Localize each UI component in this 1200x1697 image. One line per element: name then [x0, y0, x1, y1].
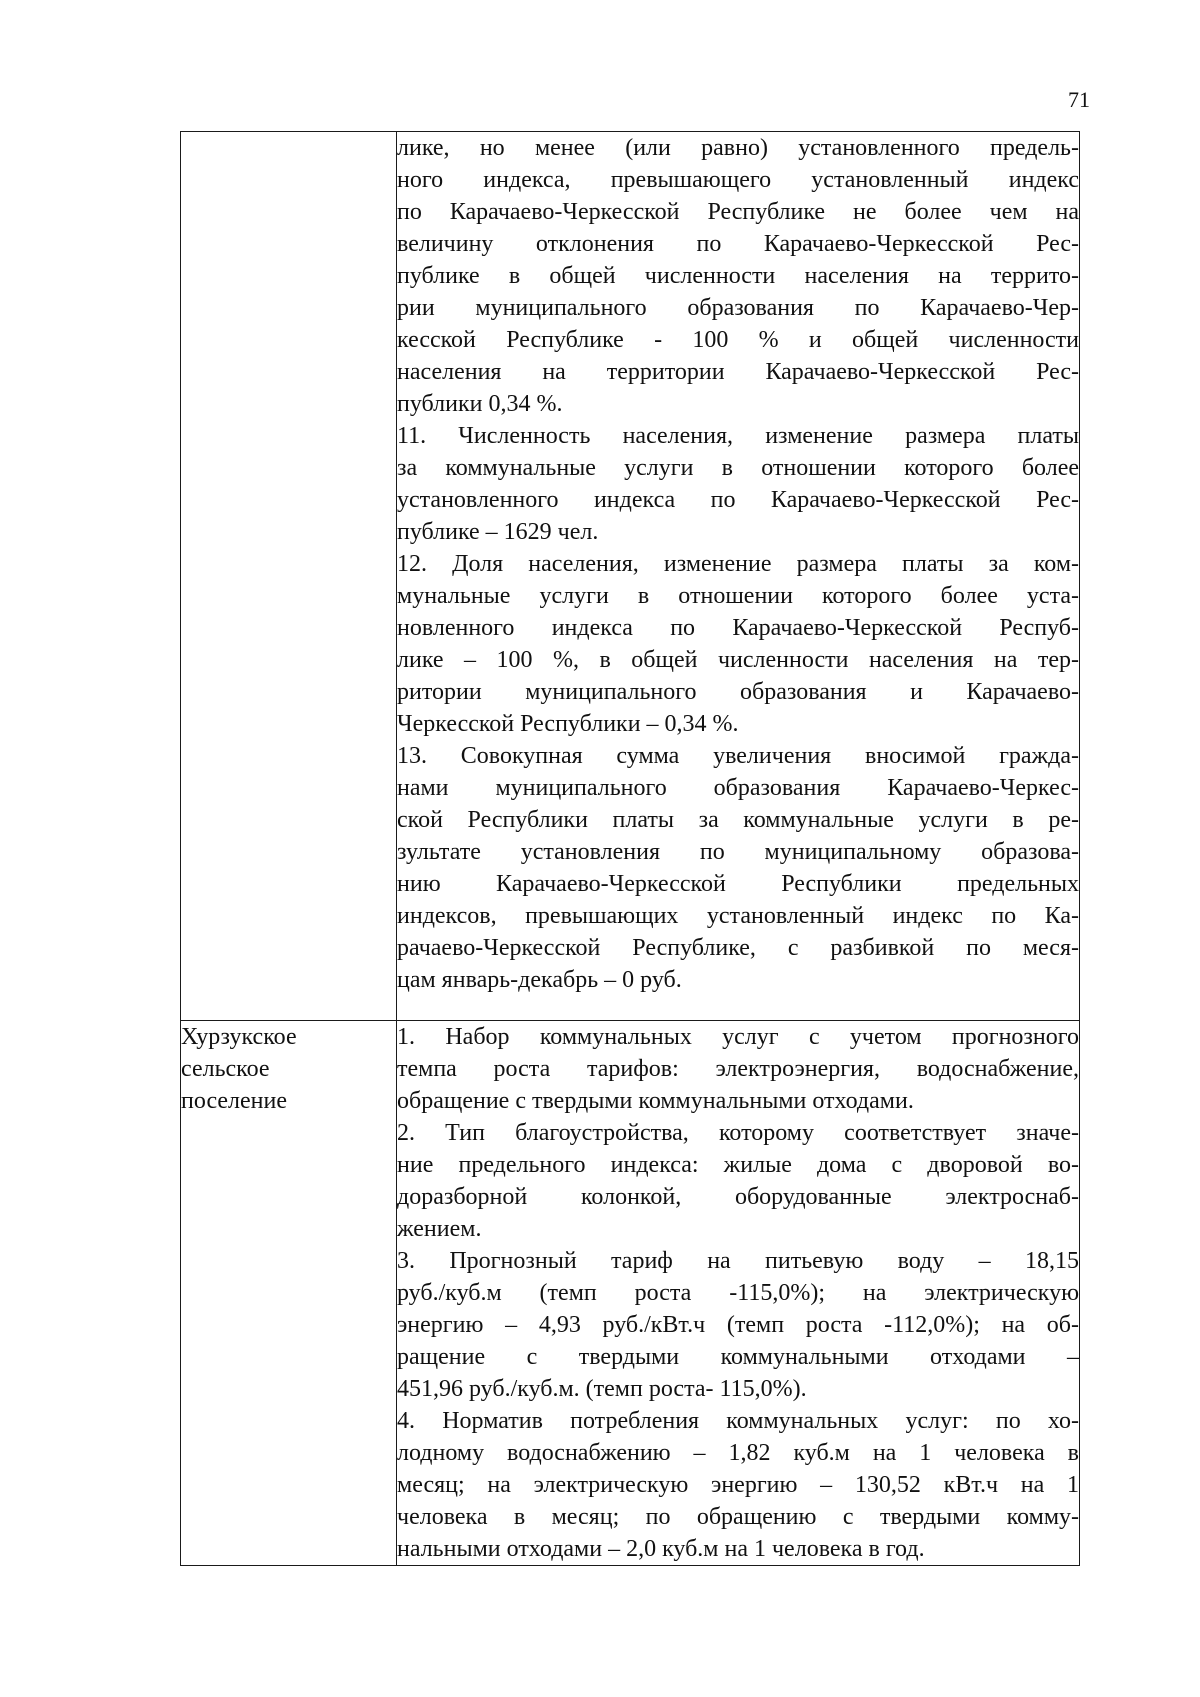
indicator-text-line: публики 0,34 %.	[397, 391, 563, 417]
indicator-text-line: руб./куб.м (темп роста -115,0%); на электрическую	[397, 1280, 1079, 1306]
municipality-name-line: сельское	[181, 1056, 270, 1082]
municipality-name-line: Хурзукское	[181, 1024, 297, 1050]
indicator-text-line: новленного индекса по Карачаево-Черкесской Респуб-	[397, 615, 1079, 641]
table-body	[181, 132, 1080, 1566]
indicator-text-line: за коммунальные услуги в отношении которого более	[397, 455, 1079, 481]
indicator-text-line: обращение с твердыми коммунальными отходами.	[397, 1088, 914, 1114]
indicator-text-line: публике – 1629 чел.	[397, 519, 599, 545]
indicator-text-line: 451,96 руб./куб.м. (темп роста- 115,0%).	[397, 1376, 807, 1402]
indicator-text-line: человека в месяц; по обращению с твердыми комму-	[397, 1504, 1079, 1530]
indicator-text-line: рачаево-Черкесской Республике, с разбивкой по меся-	[397, 935, 1079, 961]
indicator-text-line: по Карачаево-Черкесской Республике не более чем на	[397, 199, 1079, 225]
indicator-text-line: 1. Набор коммунальных услуг с учетом прогнозного	[397, 1024, 1079, 1050]
indicator-text-line: 13. Совокупная сумма увеличения вносимой гражда-	[397, 743, 1079, 769]
page-number: 71	[1068, 87, 1090, 112]
indicators-cell	[397, 132, 1080, 1021]
indicator-text-line: лике, но менее (или равно) установленного предель-	[397, 135, 1079, 161]
indicator-text-line: 2. Тип благоустройства, которому соответствует значе-	[397, 1120, 1079, 1146]
indicator-text-line: нальными отходами – 2,0 куб.м на 1 человека в год.	[397, 1536, 925, 1562]
indicator-text-line: величину отклонения по Карачаево-Черкесской Рес-	[397, 231, 1079, 257]
table-row	[181, 1021, 1080, 1566]
indicator-text-line: лодному водоснабжению – 1,82 куб.м на 1 человека в	[397, 1440, 1079, 1466]
indicator-text-line: ного индекса, превышающего установленный индекс	[397, 167, 1079, 193]
indicator-text-line: населения на территории Карачаево-Черкесской Рес-	[397, 359, 1079, 385]
indicator-text-line: мунальные услуги в отношении которого более уста-	[397, 583, 1079, 609]
municipality-cell	[181, 132, 397, 1021]
indicator-text-line: цам январь-декабрь – 0 руб.	[397, 967, 682, 993]
table-row	[181, 132, 1080, 1021]
indicator-text-line: индексов, превышающих установленный индекс по Ка-	[397, 903, 1079, 929]
indicator-text-line: 3. Прогнозный тариф на питьевую воду – 18,15	[397, 1248, 1079, 1274]
indicator-text-line: публике в общей численности населения на террито-	[397, 263, 1079, 289]
indicator-text-line: месяц; на электрическую энергию – 130,52 кВт.ч на 1	[397, 1472, 1079, 1498]
indicators-cell	[397, 1021, 1080, 1566]
indicator-text-line: темпа роста тарифов: электроэнергия, водоснабжение,	[397, 1056, 1079, 1082]
indicator-text-line: ской Республики платы за коммунальные услуги в ре-	[397, 807, 1079, 833]
indicator-text-line: установленного индекса по Карачаево-Черкесской Рес-	[397, 487, 1079, 513]
indicator-text-line: энергию – 4,93 руб./кВт.ч (темп роста -112,0%); на об-	[397, 1312, 1079, 1338]
indicator-text-line: зультате установления по муниципальному образова-	[397, 839, 1079, 865]
indicator-text-line: лике – 100 %, в общей численности населения на тер-	[397, 647, 1079, 673]
municipality-table	[180, 131, 1080, 1566]
municipality-cell	[181, 1021, 397, 1566]
indicator-text-line: доразборной колонкой, оборудованные электроснаб-	[397, 1184, 1079, 1210]
indicator-text-line: нами муниципального образования Карачаево-Черкес-	[397, 775, 1079, 801]
indicator-text-line: рии муниципального образования по Карачаево-Чер-	[397, 295, 1079, 321]
indicator-text-line: ритории муниципального образования и Карачаево-	[397, 679, 1079, 705]
indicator-text-line: 12. Доля населения, изменение размера платы за ком-	[397, 551, 1079, 577]
municipality-name-line: поселение	[181, 1088, 288, 1114]
indicator-text-line: 4. Норматив потребления коммунальных услуг: по хо-	[397, 1408, 1079, 1434]
indicator-text-line: нию Карачаево-Черкесской Республики предельных	[397, 871, 1079, 897]
indicator-text-line: кесской Республике - 100 % и общей численности	[397, 327, 1079, 353]
indicator-text-line: ние предельного индекса: жилые дома с дворовой во-	[397, 1152, 1079, 1178]
indicator-text-line: ращение с твердыми коммунальными отходами –	[397, 1344, 1079, 1370]
indicator-text-line: жением.	[397, 1216, 482, 1242]
indicator-text-line: Черкесской Республики – 0,34 %.	[397, 711, 739, 737]
indicator-text-line: 11. Численность населения, изменение размера платы	[397, 423, 1079, 449]
